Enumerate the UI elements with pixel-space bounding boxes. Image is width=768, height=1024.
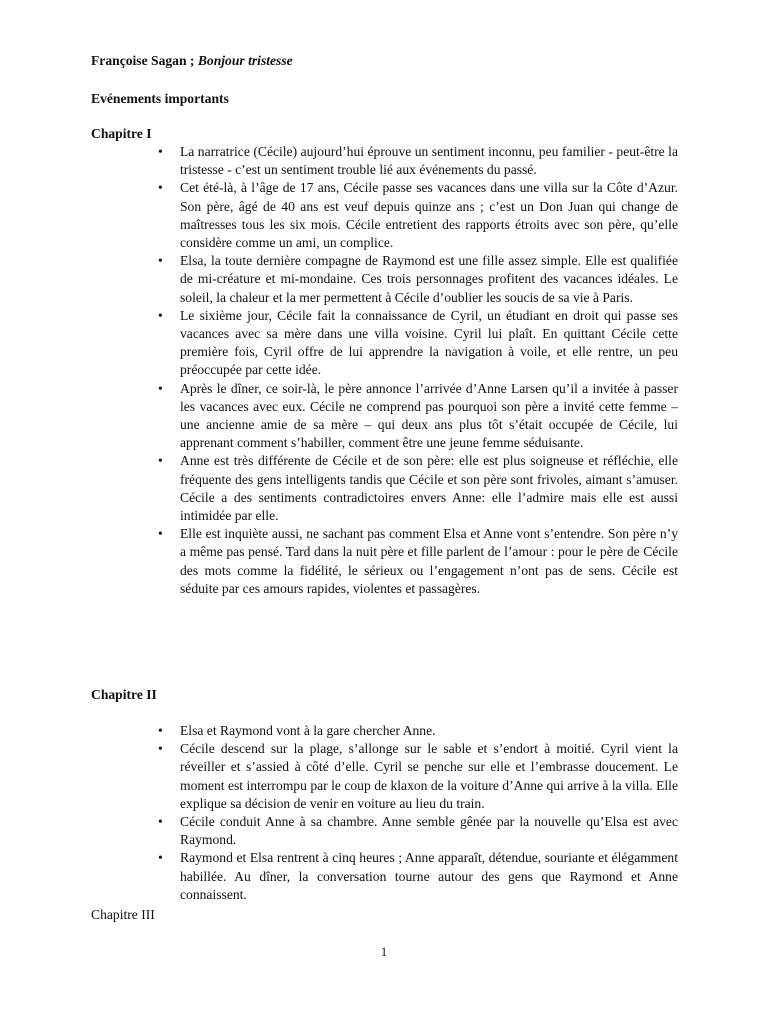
chapter-3-heading: Chapitre III: [91, 907, 155, 922]
author-name: Françoise Sagan ;: [91, 53, 198, 68]
book-title: Bonjour tristesse: [197, 53, 293, 68]
list-item: • Elsa, la toute dernière compagne de Raymond est une fille assez simple. Elle est qualifiée de mi-créature et mi-mondaine. Ces trois personnages profitent des vacances idéales. Le soleil, la chaleur et la mer permettent à Cécile d’oublier les soucis de sa vie à Paris.: [180, 252, 678, 307]
list-item: • Elsa et Raymond vont à la gare chercher Anne.: [180, 722, 678, 740]
page-number: 1: [380, 945, 388, 959]
list-item: • Anne est très différente de Cécile et de son père: elle est plus soigneuse et réfléchie, elle fréquente des gens intelligents tandis que Cécile et son père sont frivoles, aimant s’amuser. Cécile a des sentiments contradictoires envers Anne: elle l’admire mais elle est aussi intimidée par elle.: [180, 452, 678, 525]
list-item: • Cécile descend sur la plage, s’allonge sur le sable et s’endort à moitié. Cyril vient la réveiller et s’assied à côté d’elle. Cyril se penche sur elle et l’embrasse doucement. Le moment est interrompu par le coup de klaxon de la voiture d’Anne qui arrive à la villa. Elle explique sa décision de venir en voiture au lieu du train.: [180, 740, 678, 813]
chapter-2-heading: Chapitre II: [91, 687, 157, 702]
list-item: • La narratrice (Cécile) aujourd’hui éprouve un sentiment inconnu, peu familier - peut-être la tristesse - c’est un sentiment trouble lié aux événements du passé.: [180, 143, 678, 179]
list-item: • Raymond et Elsa rentrent à cinq heures ; Anne apparaît, détendue, souriante et élégamment habillée. Au dîner, la conversation tourne autour des gens que Raymond et Anne connaissent.: [180, 849, 678, 904]
list-item: • Après le dîner, ce soir-là, le père annonce l’arrivée d’Anne Larsen qu’il a invitée à passer les vacances avec eux. Cécile ne comprend pas pourquoi son père a invité cette femme – une ancienne amie de sa mère – qui deux ans plus tôt s’était occupée de Cécile, lui apprenant comment s’habiller, comment être une jeune femme séduisante.: [180, 380, 678, 453]
list-item: • Cécile conduit Anne à sa chambre. Anne semble gênée par la nouvelle qu’Elsa est avec Raymond.: [180, 813, 678, 849]
document-title: [91, 52, 293, 70]
list-item: • Elle est inquiète aussi, ne sachant pas comment Elsa et Anne vont s’entendre. Son père n’y a même pas pensé. Tard dans la nuit père et fille parlent de l’amour : pour le père de Cécile des mots comme la fidélité, le sérieux ou l’engagement n’ont pas de sens. Cécile est séduite par ces amours rapides, violentes et passagères.: [180, 525, 678, 598]
section-heading: Evénements importants: [91, 91, 229, 106]
list-item: • Le sixième jour, Cécile fait la connaissance de Cyril, un étudiant en droit qui passe ses vacances avec sa mère dans une villa voisine. Cyril lui plaît. En quittant Cécile cette première fois, Cyril offre de lui apprendre la navigation à voile, et elle rentre, un peu préoccupée par cette idée.: [180, 307, 678, 380]
chapter-1-list: [180, 143, 678, 598]
chapter-1-heading: Chapitre I: [91, 126, 152, 141]
chapter-2-list: [180, 722, 678, 904]
list-item: • Cet été-là, à l’âge de 17 ans, Cécile passe ses vacances dans une villa sur la Côte d’Azur. Son père, âgé de 40 ans est veuf depuis quinze ans ; c’est un Don Juan qui change de maîtresses tous les six mois. Cécile entretient des rapports étroits avec son père, qu’elle considère comme un ami, un complice.: [180, 179, 678, 252]
